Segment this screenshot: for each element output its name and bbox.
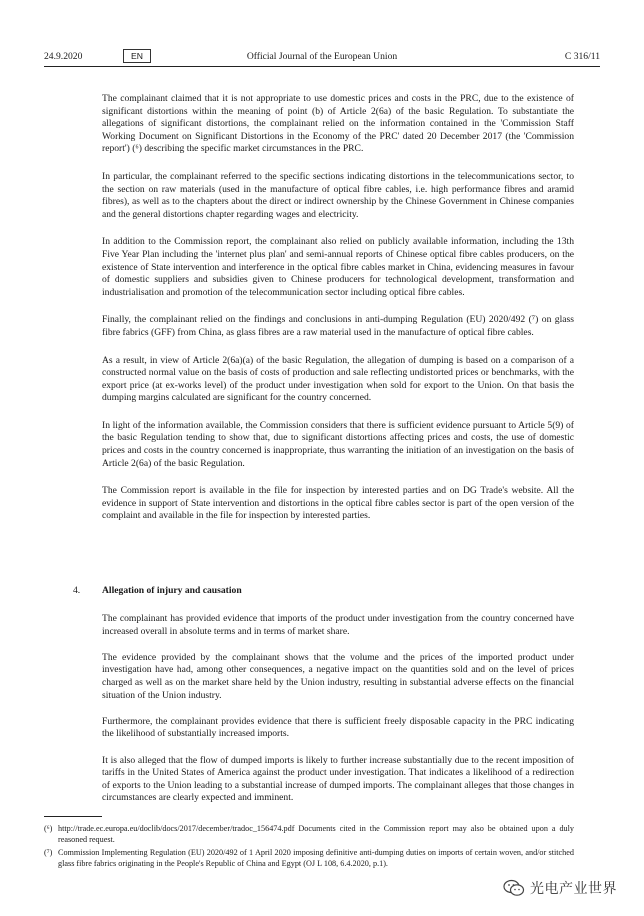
paragraph: The evidence provided by the complainant shows that the volume and the prices of the imported product under investigation have had, among other consequences, a negative impact on the quantities sold and on the level of prices charged as well as on the market share held by the Union industry, resulting in substantial adverse effects on the financial situation of the Union industry. bbox=[102, 651, 574, 701]
language-badge: EN bbox=[123, 49, 151, 63]
header-date: 24.9.2020 bbox=[44, 51, 83, 62]
paragraph: The complainant claimed that it is not appropriate to use domestic prices and costs in the PRC, due to the existence of significant distortions within the meaning of point (b) of Article 2(6a) of the basic Regulation. To substantiate the allegations of significant distortions, the complainant relied on the information contained in the 'Commission Staff Working Document on Significant Distortions in the Economy of the PRC' dated 20 December 2017 (the 'Commission report') (⁶) describing the specific market circumstances in the PRC. bbox=[102, 93, 574, 155]
footnote-mark: (⁶) bbox=[44, 824, 53, 833]
footnote-mark: (⁷) bbox=[44, 848, 53, 858]
footnote bbox=[44, 824, 574, 845]
journal-title: Official Journal of the European Union bbox=[246, 51, 398, 62]
footnote-text: http://trade.ec.europa.eu/doclib/docs/2017/december/tradoc_156474.pdf Documents cited in the Commission report may also be obtained upon a duly reasoned request. bbox=[58, 824, 574, 844]
paragraph: In light of the information available, the Commission considers that there is sufficient evidence pursuant to Article 5(9) of the basic Regulation tending to show that, due to significant distortions affecting prices and costs, the use of domestic prices and costs in the country concerned is inappropriate, thus warranting the initiation of an investigation on the basis of Article 2(6a) of the basic Regulation. bbox=[102, 419, 574, 469]
paragraph: Furthermore, the complainant provides evidence that there is sufficient freely disposable capacity in the PRC indicating the likelihood of substantially increased imports. bbox=[102, 715, 574, 740]
paragraph: The Commission report is available in the file for inspection by interested parties and on DG Trade's website. All the evidence in support of State intervention and distortions in the optical fibre cables sector is part of the open version of the complaint and available in the file for inspection by interested parties. bbox=[102, 485, 574, 522]
footnotes bbox=[44, 824, 574, 872]
paragraph: Finally, the complainant relied on the findings and conclusions in anti-dumping Regulation (EU) 2020/492 (⁷) on glass fibre fabrics (GFF) from China, as glass fibres are a raw material used in the manufacture of optical fibre cables. bbox=[102, 314, 574, 338]
section-number: 4. bbox=[73, 585, 81, 596]
paragraph: In particular, the complainant referred to the specific sections indicating distortions in the telecommunications sector, to the section on raw materials (used in the manufacture of optical fibre cables, i.e. high performance fibres and aramid fibres), as well as to the chapters about the direct or indirect ownership by the Chinese Government in Chinese companies and the general distortions chapter regarding wages and electricity. bbox=[102, 170, 574, 220]
section-body bbox=[102, 613, 574, 819]
section-title: Allegation of injury and causation bbox=[102, 585, 242, 596]
footnote bbox=[44, 848, 574, 869]
page-reference: C 316/11 bbox=[564, 51, 600, 62]
paragraph: In addition to the Commission report, the complainant also relied on publicly available information, including the 13th Five Year Plan including the 'internet plus plan' and semi-annual reports of Chinese optical fibre cables producers, on the existence of State intervention and interference in the optical fibre cables market in China, evidencing measures in favour of domestic suppliers and subsidies given to Chinese producers for technological development, transformation and industrialisation and promotion of the telecommunication sector including optical fibre cables. bbox=[102, 236, 574, 298]
wechat-icon bbox=[503, 879, 525, 897]
paragraph: The complainant has provided evidence that imports of the product under investigation from the country concerned have increased overall in absolute terms and in terms of market share. bbox=[102, 613, 574, 637]
paragraph: It is also alleged that the flow of dumped imports is likely to further increase substantially due to the recent imposition of tariffs in the United States of America against the product under investigation. That indicates a likelihood of a redirection of exports to the Union leading to a substantial increase of dumped imports. The complainant alleges that those changes in circumstances are clearly expected and imminent. bbox=[102, 754, 574, 804]
footnote-divider bbox=[44, 816, 102, 817]
paragraph: As a result, in view of Article 2(6a)(a) of the basic Regulation, the allegation of dumping is based on a comparison of a constructed normal value on the basis of costs of production and sale reflecting undistorted prices or benchmarks, with the export price (at ex-works level) of the product under investigation when sold for export to the Union. On that basis the dumping margins calculated are significant for the country concerned. bbox=[102, 354, 574, 404]
watermark bbox=[503, 877, 617, 899]
watermark-text: 光电产业世界 bbox=[530, 881, 617, 897]
header-divider bbox=[44, 66, 600, 67]
footnote-text: Commission Implementing Regulation (EU) 2020/492 of 1 April 2020 imposing definitive anti-dumping duties on imports of certain woven, and/or stitched glass fibre fabrics originating in the People's Republic of China and Egypt (OJ L 108, 6.4.2020, p.1). bbox=[58, 848, 574, 868]
journal-header bbox=[44, 47, 600, 67]
body-text bbox=[102, 93, 574, 538]
